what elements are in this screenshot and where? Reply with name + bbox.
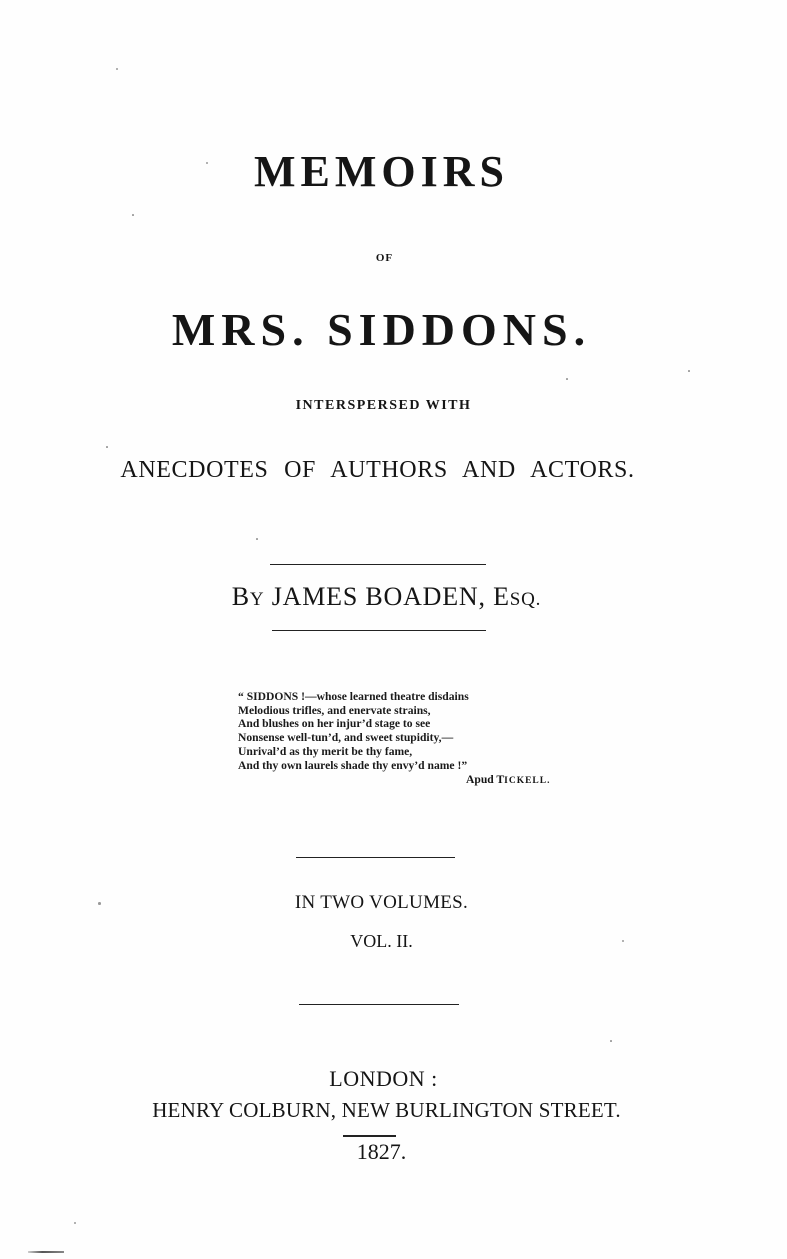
author-by: B (231, 582, 250, 611)
imprint-city: LONDON : (329, 1066, 438, 1091)
epigraph (238, 690, 578, 772)
author-name: JAMES BOADEN, E (264, 582, 510, 611)
subtitle-anecdotes: ANECDOTES OF AUTHORS AND ACTORS. (120, 457, 635, 483)
volume-count: IN TWO VOLUMES. (294, 892, 469, 913)
epigraph-line: Melodious trifles, and enervate strains, (238, 703, 431, 717)
imprint-year: 1827. (356, 1139, 407, 1164)
imprint-publisher: HENRY COLBURN, NEW BURLINGTON STREET. (152, 1098, 621, 1122)
author-esq-small: SQ. (509, 589, 542, 610)
scan-edge-mark (28, 1251, 64, 1253)
attribution-small: ICKELL. (504, 776, 551, 786)
book-title: MEMOIRS (254, 147, 509, 196)
subtitle-interspersed: INTERSPERSED WITH (295, 398, 472, 413)
epigraph-line: Unrival’d as thy merit be thy fame, (238, 744, 413, 758)
divider-rule (343, 1135, 396, 1137)
epigraph-line: “ SIDDONS !—whose learned theatre disdains (238, 690, 469, 703)
divider-rule (299, 1004, 459, 1005)
subject-name: MRS. SIDDONS. (171, 304, 592, 355)
epigraph-line: And thy own laurels shade thy envy’d name !” (238, 758, 468, 772)
author-line (0, 584, 780, 610)
epigraph-attribution (466, 773, 550, 786)
epigraph-line: And blushes on her injur’d stage to see (238, 717, 431, 731)
divider-rule (296, 857, 455, 858)
epigraph-line: Nonsense well-tun’d, and sweet stupidity,— (238, 731, 454, 745)
volume-number: VOL. II. (350, 931, 413, 951)
title-of: OF (375, 252, 394, 264)
divider-rule (270, 564, 486, 565)
author-by-small: Y (249, 589, 265, 610)
divider-rule (272, 630, 486, 631)
attribution-prefix: Apud T (466, 773, 505, 786)
